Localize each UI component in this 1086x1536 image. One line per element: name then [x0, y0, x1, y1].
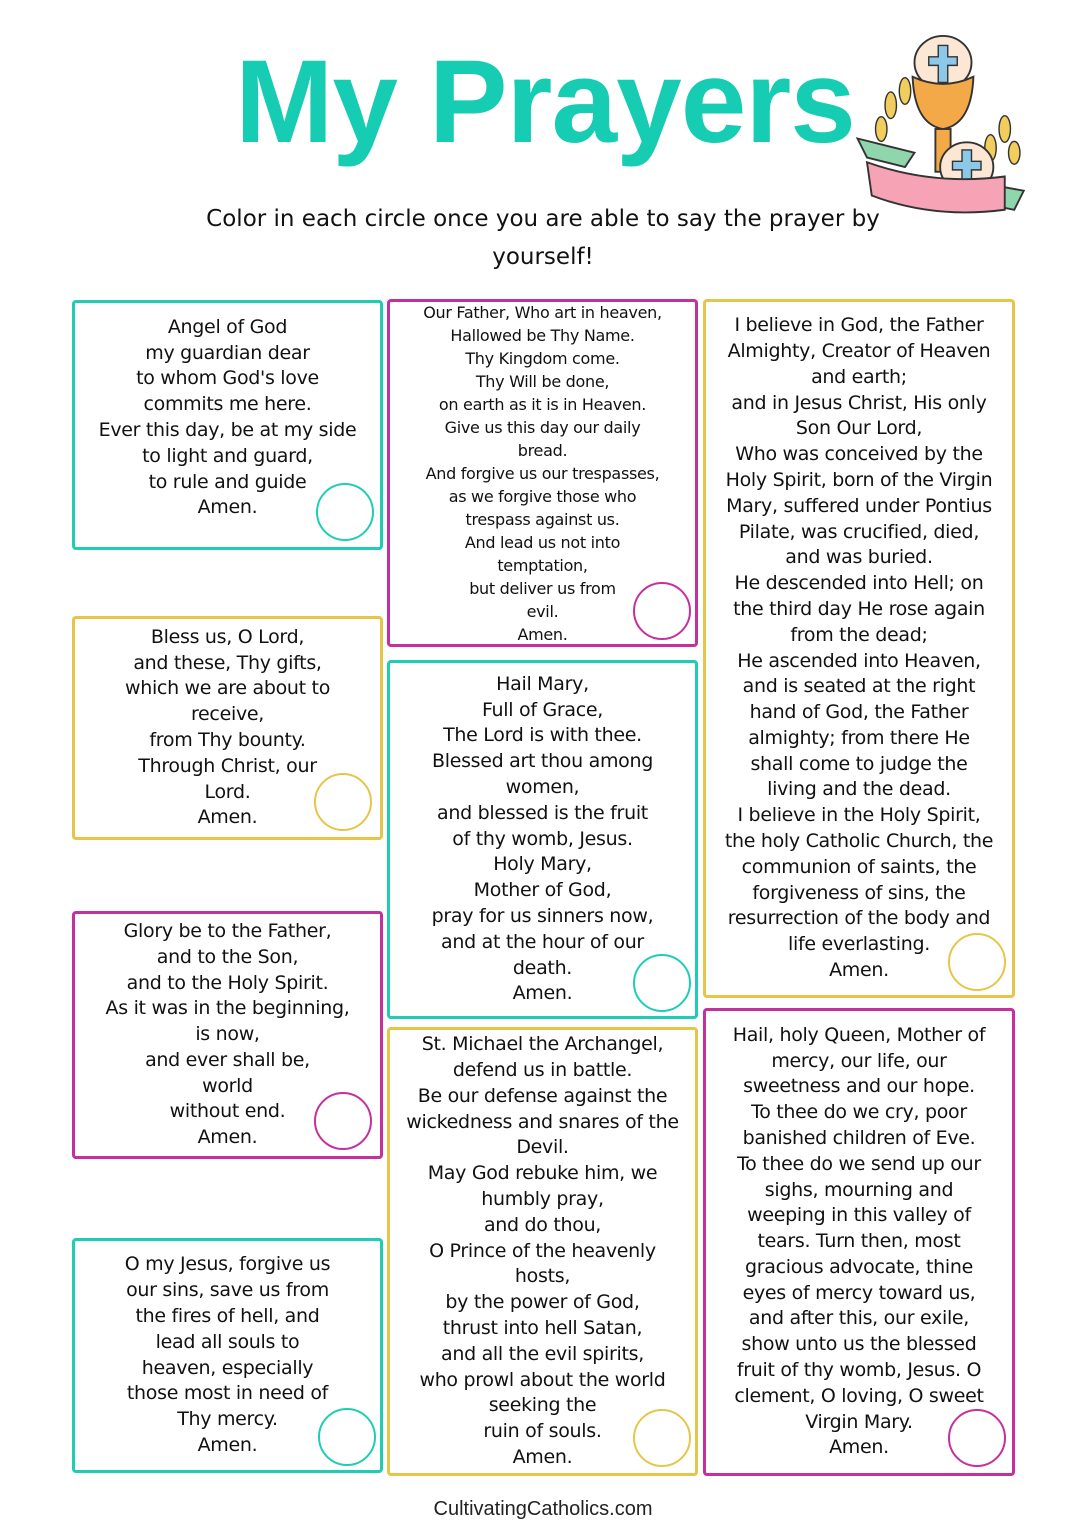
prayer-card-hail-holy-queen [703, 1008, 1015, 1476]
prayer-card-our-father [387, 299, 698, 647]
prayer-text: Glory be to the Father, and to the Son, and to the Holy Spirit. As it was in the beginning, is now, and ever shall be, world without end. Amen. [105, 919, 350, 1149]
completion-circle[interactable] [633, 954, 691, 1012]
prayer-text: O my Jesus, forgive us our sins, save us from the fires of hell, and lead all souls to heaven, especially those most in need of Thy mercy. Amen. [124, 1253, 331, 1456]
website-footer: CultivatingCatholics.com [433, 1498, 653, 1520]
prayer-card-grace-before-meals [72, 616, 383, 840]
prayer-card-glory-be [72, 911, 383, 1159]
prayer-text: I believe in God, the Father Almighty, Creator of Heaven and earth; and in Jesus Christ, His only Son Our Lord, Who was conceived by the Holy Spirit, born of the Virgin Mary, suffered under Pontius Pilate, was crucified, died, and was buried. He descended into Hell; on the third day He rose again from the dead; He ascended into Heaven, and is seated at the right hand of God, the Father almighty; from there He shall come to judge the living and the dead. I believe in the Holy Spirit, the holy Catholic Church, the communion of saints, the forgiveness of sins, the resurrection of the body and life everlasting. Amen. [724, 314, 994, 982]
prayer-text: St. Michael the Archangel, defend us in battle. Be our defense against the wickedness and snares of the Devil. May God rebuke him, we humbly pray, and do thou, O Prince of the heavenly hosts, by the power of God, thrust into hell Satan, and all the evil spirits, who prowl about the world seeking the ruin of souls. Amen. [406, 1033, 679, 1468]
prayer-card-hail-mary [387, 660, 698, 1019]
completion-circle[interactable] [318, 1408, 376, 1466]
prayer-card-fatima-prayer [72, 1238, 383, 1473]
completion-circle[interactable] [314, 1092, 372, 1150]
prayer-text: Our Father, Who art in heaven, Hallowed be Thy Name. Thy Kingdom come. Thy Will be done, on earth as it is in Heaven. Give us this day our daily bread. And forgive us our trespasses, as we forgive those who trespass against us. And lead us not into temptation, but deliver us from evil. Amen. [423, 302, 662, 644]
completion-circle[interactable] [316, 483, 374, 541]
page-title: My Prayers [235, 36, 855, 168]
completion-circle[interactable] [314, 773, 372, 831]
prayer-card-angel-of-god [72, 300, 383, 550]
completion-circle[interactable] [948, 1409, 1006, 1467]
completion-circle[interactable] [633, 1409, 691, 1467]
prayer-text: Angel of God my guardian dear to whom God's love commits me here. Ever this day, be at my side to light and guard, to rule and guide Amen. [98, 315, 357, 519]
prayer-text: Hail Mary, Full of Grace, The Lord is with thee. Blessed art thou among women, and blessed is the fruit of thy womb, Jesus. Holy Mary, Mother of God, pray for us sinners now, and at the hour of our death. Amen. [431, 672, 654, 1005]
completion-circle[interactable] [633, 582, 691, 640]
instructions: Color in each circle once you are able to say the prayer by yourself! [206, 206, 880, 270]
prayer-card-st-michael [387, 1027, 698, 1476]
completion-circle[interactable] [948, 933, 1006, 991]
chalice-illustration-icon [848, 34, 1038, 224]
prayer-card-apostles-creed [703, 299, 1015, 998]
prayer-text: Bless us, O Lord, and these, Thy gifts, which we are about to receive, from Thy bounty. Through Christ, our Lord. Amen. [124, 625, 331, 829]
prayer-text: Hail, holy Queen, Mother of mercy, our life, our sweetness and our hope. To thee do we cry, poor banished children of Eve. To thee do we send up our sighs, mourning and weeping in this valley of tears. Turn then, most gracious advocate, thine eyes of mercy toward us, and after this, our exile, show unto us the blessed fruit of thy womb, Jesus. O clement, O loving, O sweet Virgin Mary. Amen. [732, 1023, 986, 1459]
